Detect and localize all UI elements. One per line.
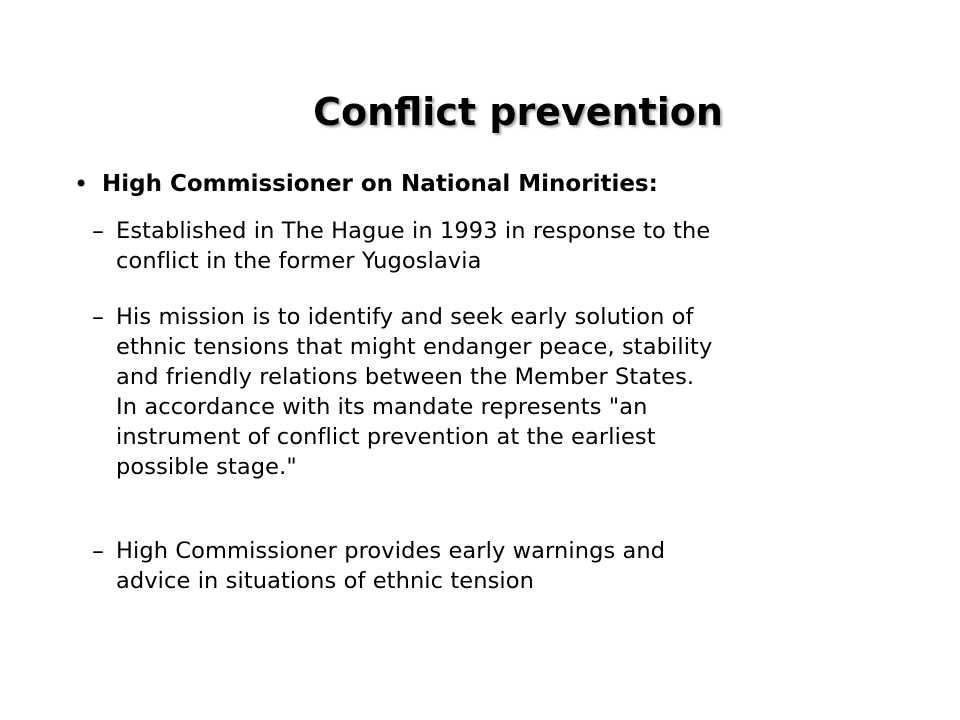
text-line: and friendly relations between the Member States.: [116, 364, 695, 390]
text-line: High Commissioner provides early warnings and: [116, 538, 666, 564]
text-line: possible stage.": [116, 454, 297, 480]
dash-symbol: –: [92, 537, 104, 565]
text-line: Established in The Hague in 1993 in response to the: [116, 218, 711, 244]
sub-item-text: [116, 536, 906, 596]
dash-symbol: –: [92, 217, 104, 245]
text-line: advice in situations of ethnic tension: [116, 568, 535, 594]
text-line: In accordance with its mandate represents "an: [116, 394, 648, 420]
slide-title: Conflict prevention: [313, 90, 723, 134]
text-line: conflict in the former Yugoslavia: [116, 248, 482, 274]
bullet-symbol: •: [74, 170, 89, 198]
dash-symbol: –: [92, 303, 104, 331]
text-line: ethnic tensions that might endanger peace, stability: [116, 334, 713, 360]
sub-item-text: [116, 302, 906, 482]
text-line: instrument of conflict prevention at the earliest: [116, 424, 656, 450]
text-line: His mission is to identify and seek early solution of: [116, 304, 694, 330]
bullet-heading: High Commissioner on National Minorities:: [102, 171, 658, 197]
sub-item-text: [116, 216, 906, 276]
